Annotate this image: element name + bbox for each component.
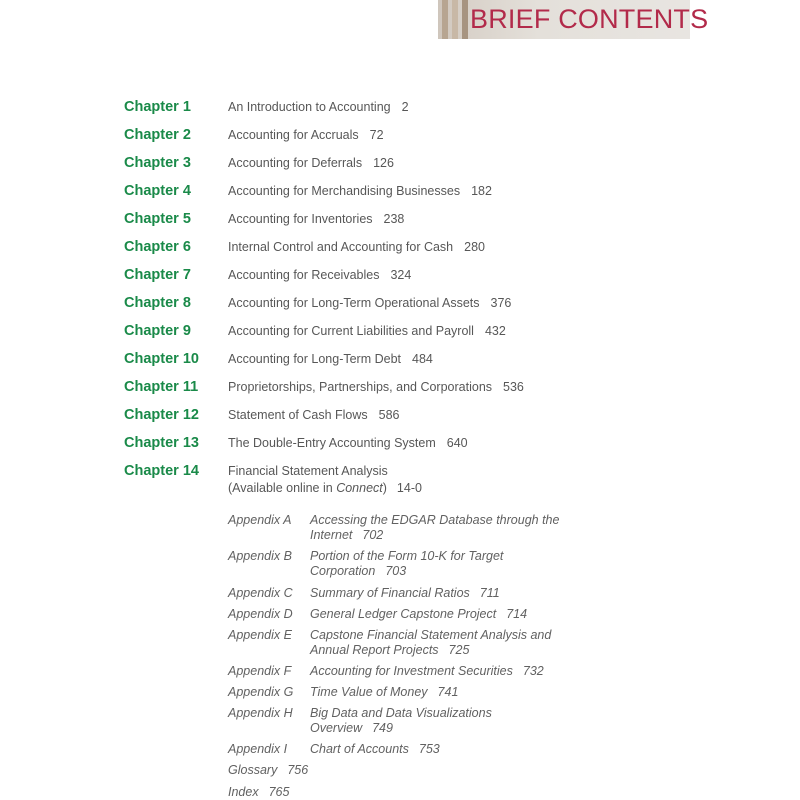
glossary-title: Glossary: [228, 763, 278, 777]
chapter-label: Chapter 1: [124, 99, 191, 115]
chapter-label: Chapter 7: [124, 267, 191, 283]
chapter-label: Chapter 13: [124, 435, 199, 451]
appendix-title: Portion of the Form 10-K for Target Corporation 703: [310, 549, 504, 578]
toc-entry-chapter-6[interactable]: [0, 237, 800, 257]
page-number: 702: [362, 528, 384, 542]
page-number: 756: [287, 763, 309, 777]
page-number: 376: [490, 296, 512, 310]
page-number: 725: [448, 643, 470, 657]
page-number: 765: [268, 785, 290, 799]
page-number: 753: [418, 742, 440, 756]
toc-entry-chapter-7[interactable]: [0, 265, 800, 285]
toc-entry-index[interactable]: [228, 785, 289, 800]
chapter-title: An Introduction to Accounting 2: [228, 100, 409, 114]
chapter-title: Accounting for Current Liabilities and Payroll 432: [228, 324, 506, 338]
chapter-title: Accounting for Inventories 238: [228, 212, 405, 226]
toc-entry-chapter-12[interactable]: [0, 405, 800, 425]
page-number: 711: [479, 586, 500, 600]
page-number: 732: [522, 664, 544, 678]
toc-entry-chapter-1[interactable]: [0, 97, 800, 117]
page-number: 324: [390, 268, 412, 282]
toc-entry-chapter-10[interactable]: [0, 349, 800, 369]
chapter-label: Chapter 2: [124, 127, 191, 143]
chapter-title: Accounting for Merchandising Businesses 182: [228, 184, 492, 198]
appendix-title: Time Value of Money 741: [310, 685, 459, 699]
connect-product-name: Connect: [336, 481, 383, 495]
chapter-title: The Double-Entry Accounting System 640: [228, 436, 468, 450]
chapter-title: Accounting for Long-Term Debt 484: [228, 352, 433, 366]
appendix-label: Appendix C: [228, 586, 293, 600]
toc-entry-chapter-13[interactable]: [0, 433, 800, 453]
page-number: 126: [373, 156, 394, 170]
appendix-title: Accounting for Investment Securities 732: [310, 664, 544, 678]
page-number: 640: [446, 436, 468, 450]
header-image-stripe: [452, 0, 458, 39]
appendix-label: Appendix A: [228, 513, 292, 527]
appendix-label: Appendix H: [228, 706, 293, 720]
chapter-title: Internal Control and Accounting for Cash 280: [228, 240, 485, 254]
chapter-label: Chapter 5: [124, 211, 191, 227]
page-number: 714: [506, 607, 528, 621]
appendix-title: Summary of Financial Ratios 711: [310, 586, 500, 600]
page-number: 182: [471, 184, 492, 198]
appendix-title: Big Data and Data Visualizations Overview 749: [310, 706, 492, 735]
appendix-label: Appendix E: [228, 628, 292, 642]
toc-entry-chapter-8[interactable]: [0, 293, 800, 313]
toc-entry-chapter-11[interactable]: [0, 377, 800, 397]
page-number: 586: [378, 408, 400, 422]
chapter-label: Chapter 14: [124, 463, 199, 479]
page-number: 2: [401, 100, 409, 114]
chapter-label: Chapter 9: [124, 323, 191, 339]
toc-entry-glossary[interactable]: [228, 763, 308, 778]
toc-entry-chapter-4[interactable]: [0, 181, 800, 201]
appendix-title: Capstone Financial Statement Analysis and Annual Report Projects 725: [310, 628, 552, 657]
appendix-label: Appendix B: [228, 549, 292, 563]
page-number: 536: [503, 380, 524, 394]
chapter-label: Chapter 11: [124, 379, 199, 395]
index-title: Index: [228, 785, 259, 799]
appendix-title: Chart of Accounts 753: [310, 742, 440, 756]
appendix-label: Appendix I: [228, 742, 288, 756]
chapter-title: Accounting for Accruals 72: [228, 128, 384, 142]
chapter-title: Accounting for Deferrals 126: [228, 156, 394, 170]
appendix-label: Appendix G: [228, 685, 294, 699]
chapter-title: Accounting for Long-Term Operational Assets 376: [228, 296, 512, 310]
page-number: 484: [412, 352, 433, 366]
chapter-title: Accounting for Receivables 324: [228, 268, 412, 282]
page-title: BRIEF CONTENTS: [470, 4, 709, 34]
appendix-label: Appendix D: [228, 607, 293, 621]
page-number: 72: [369, 128, 384, 142]
page-number: 703: [385, 564, 407, 578]
page-number: 238: [383, 212, 405, 226]
chapter-title: Proprietorships, Partnerships, and Corporations 536: [228, 380, 524, 394]
toc-entry-chapter-14[interactable]: [0, 461, 800, 481]
chapter-title: Statement of Cash Flows 586: [228, 408, 400, 422]
page-number: 280: [464, 240, 485, 254]
header-image-stripe: [462, 0, 468, 39]
header-image-stripe: [442, 0, 448, 39]
toc-entry-chapter-3[interactable]: [0, 153, 800, 173]
chapter-label: Chapter 6: [124, 239, 191, 255]
toc-entry-chapter-9[interactable]: [0, 321, 800, 341]
page-number: 749: [372, 721, 393, 735]
chapter-14-availability-note: (Available online in Connect) 14-0: [228, 481, 422, 495]
appendix-title: General Ledger Capstone Project 714: [310, 607, 528, 621]
chapter-label: Chapter 4: [124, 183, 191, 199]
page-number: 14-0: [396, 481, 422, 495]
page-number: 741: [437, 685, 459, 699]
chapter-label: Chapter 12: [124, 407, 199, 423]
toc-entry-chapter-2[interactable]: [0, 125, 800, 145]
page-number: 432: [484, 324, 506, 338]
toc-entry-chapter-5[interactable]: [0, 209, 800, 229]
chapter-title: Financial Statement Analysis: [228, 464, 388, 478]
chapter-label: Chapter 8: [124, 295, 191, 311]
chapter-label: Chapter 10: [124, 351, 199, 367]
appendix-label: Appendix F: [228, 664, 292, 678]
appendix-title: Accessing the EDGAR Database through the Internet 702: [310, 513, 560, 542]
chapter-label: Chapter 3: [124, 155, 191, 171]
